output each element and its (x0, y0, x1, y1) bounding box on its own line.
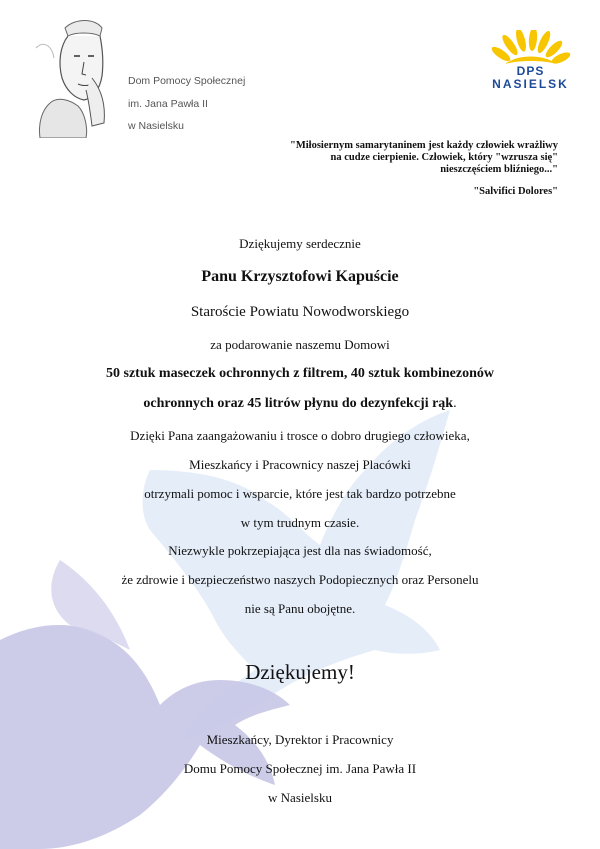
closing-thanks: Dziękujemy! (245, 660, 355, 684)
signature-line1: Mieszkańcy, Dyrektor i Pracownicy (206, 732, 394, 747)
dps-nasielsk-logo (483, 30, 578, 95)
donation-line1: 50 sztuk maseczek ochronnych z filtrem, 40 sztuk kombinezonów (106, 366, 494, 381)
donation-line2-container (0, 396, 600, 412)
recipient-title: Staroście Powiatu Nowodworskiego (190, 304, 410, 320)
body-line4: w tym trudnym czasie. (240, 515, 360, 530)
logo-text-dps: DPS (516, 64, 545, 78)
quote-line3: nieszczęściem bliźniego..." (440, 164, 558, 175)
organization-name (128, 76, 245, 144)
donation-line2-tail: . (453, 396, 457, 411)
quote-block (228, 140, 558, 176)
signature-line3: w Nasielsku (268, 790, 332, 805)
portrait-sketch-image (30, 18, 125, 138)
body-line1: Dzięki Pana zaangażowaniu i trosce o dobro drugiego człowieka, (130, 428, 470, 443)
logo-text-nasielsk: NASIELSK (492, 77, 569, 91)
recipient-name: Panu Krzysztofowi Kapuście (201, 268, 399, 285)
greeting: Dziękujemy serdecznie (239, 236, 361, 251)
donation-line2: ochronnych oraz 45 litrów płynu do dezynfekcji rąk (143, 396, 454, 411)
body-line5: Niezwykle pokrzepiająca jest dla nas świadomość, (168, 543, 432, 558)
body-line2: Mieszkańcy i Pracownicy naszej Placówki (189, 457, 411, 472)
body-line6: że zdrowie i bezpieczeństwo naszych Podopiecznych oraz Personelu (121, 572, 479, 587)
signature-line2: Domu Pomocy Społecznej im. Jana Pawła II (183, 761, 417, 776)
body-line7: nie są Panu obojętne. (244, 601, 356, 616)
donation-intro: za podarowanie naszemu Domowi (210, 337, 390, 352)
org-name-line1: Dom Pomocy Społecznej (128, 75, 246, 87)
org-name-line2: im. Jana Pawła II (128, 97, 208, 110)
quote-line2: na cudze cierpienie. Człowiek, który "wzrusza się" (330, 152, 558, 163)
quote-source: "Salvifici Dolores" (473, 186, 558, 197)
body-line3: otrzymali pomoc i wsparcie, które jest tak bardzo potrzebne (144, 486, 456, 501)
org-name-line3: w Nasielsku (128, 120, 185, 132)
quote-line1: "Miłosiernym samarytaninem jest każdy człowiek wrażliwy (290, 140, 558, 151)
